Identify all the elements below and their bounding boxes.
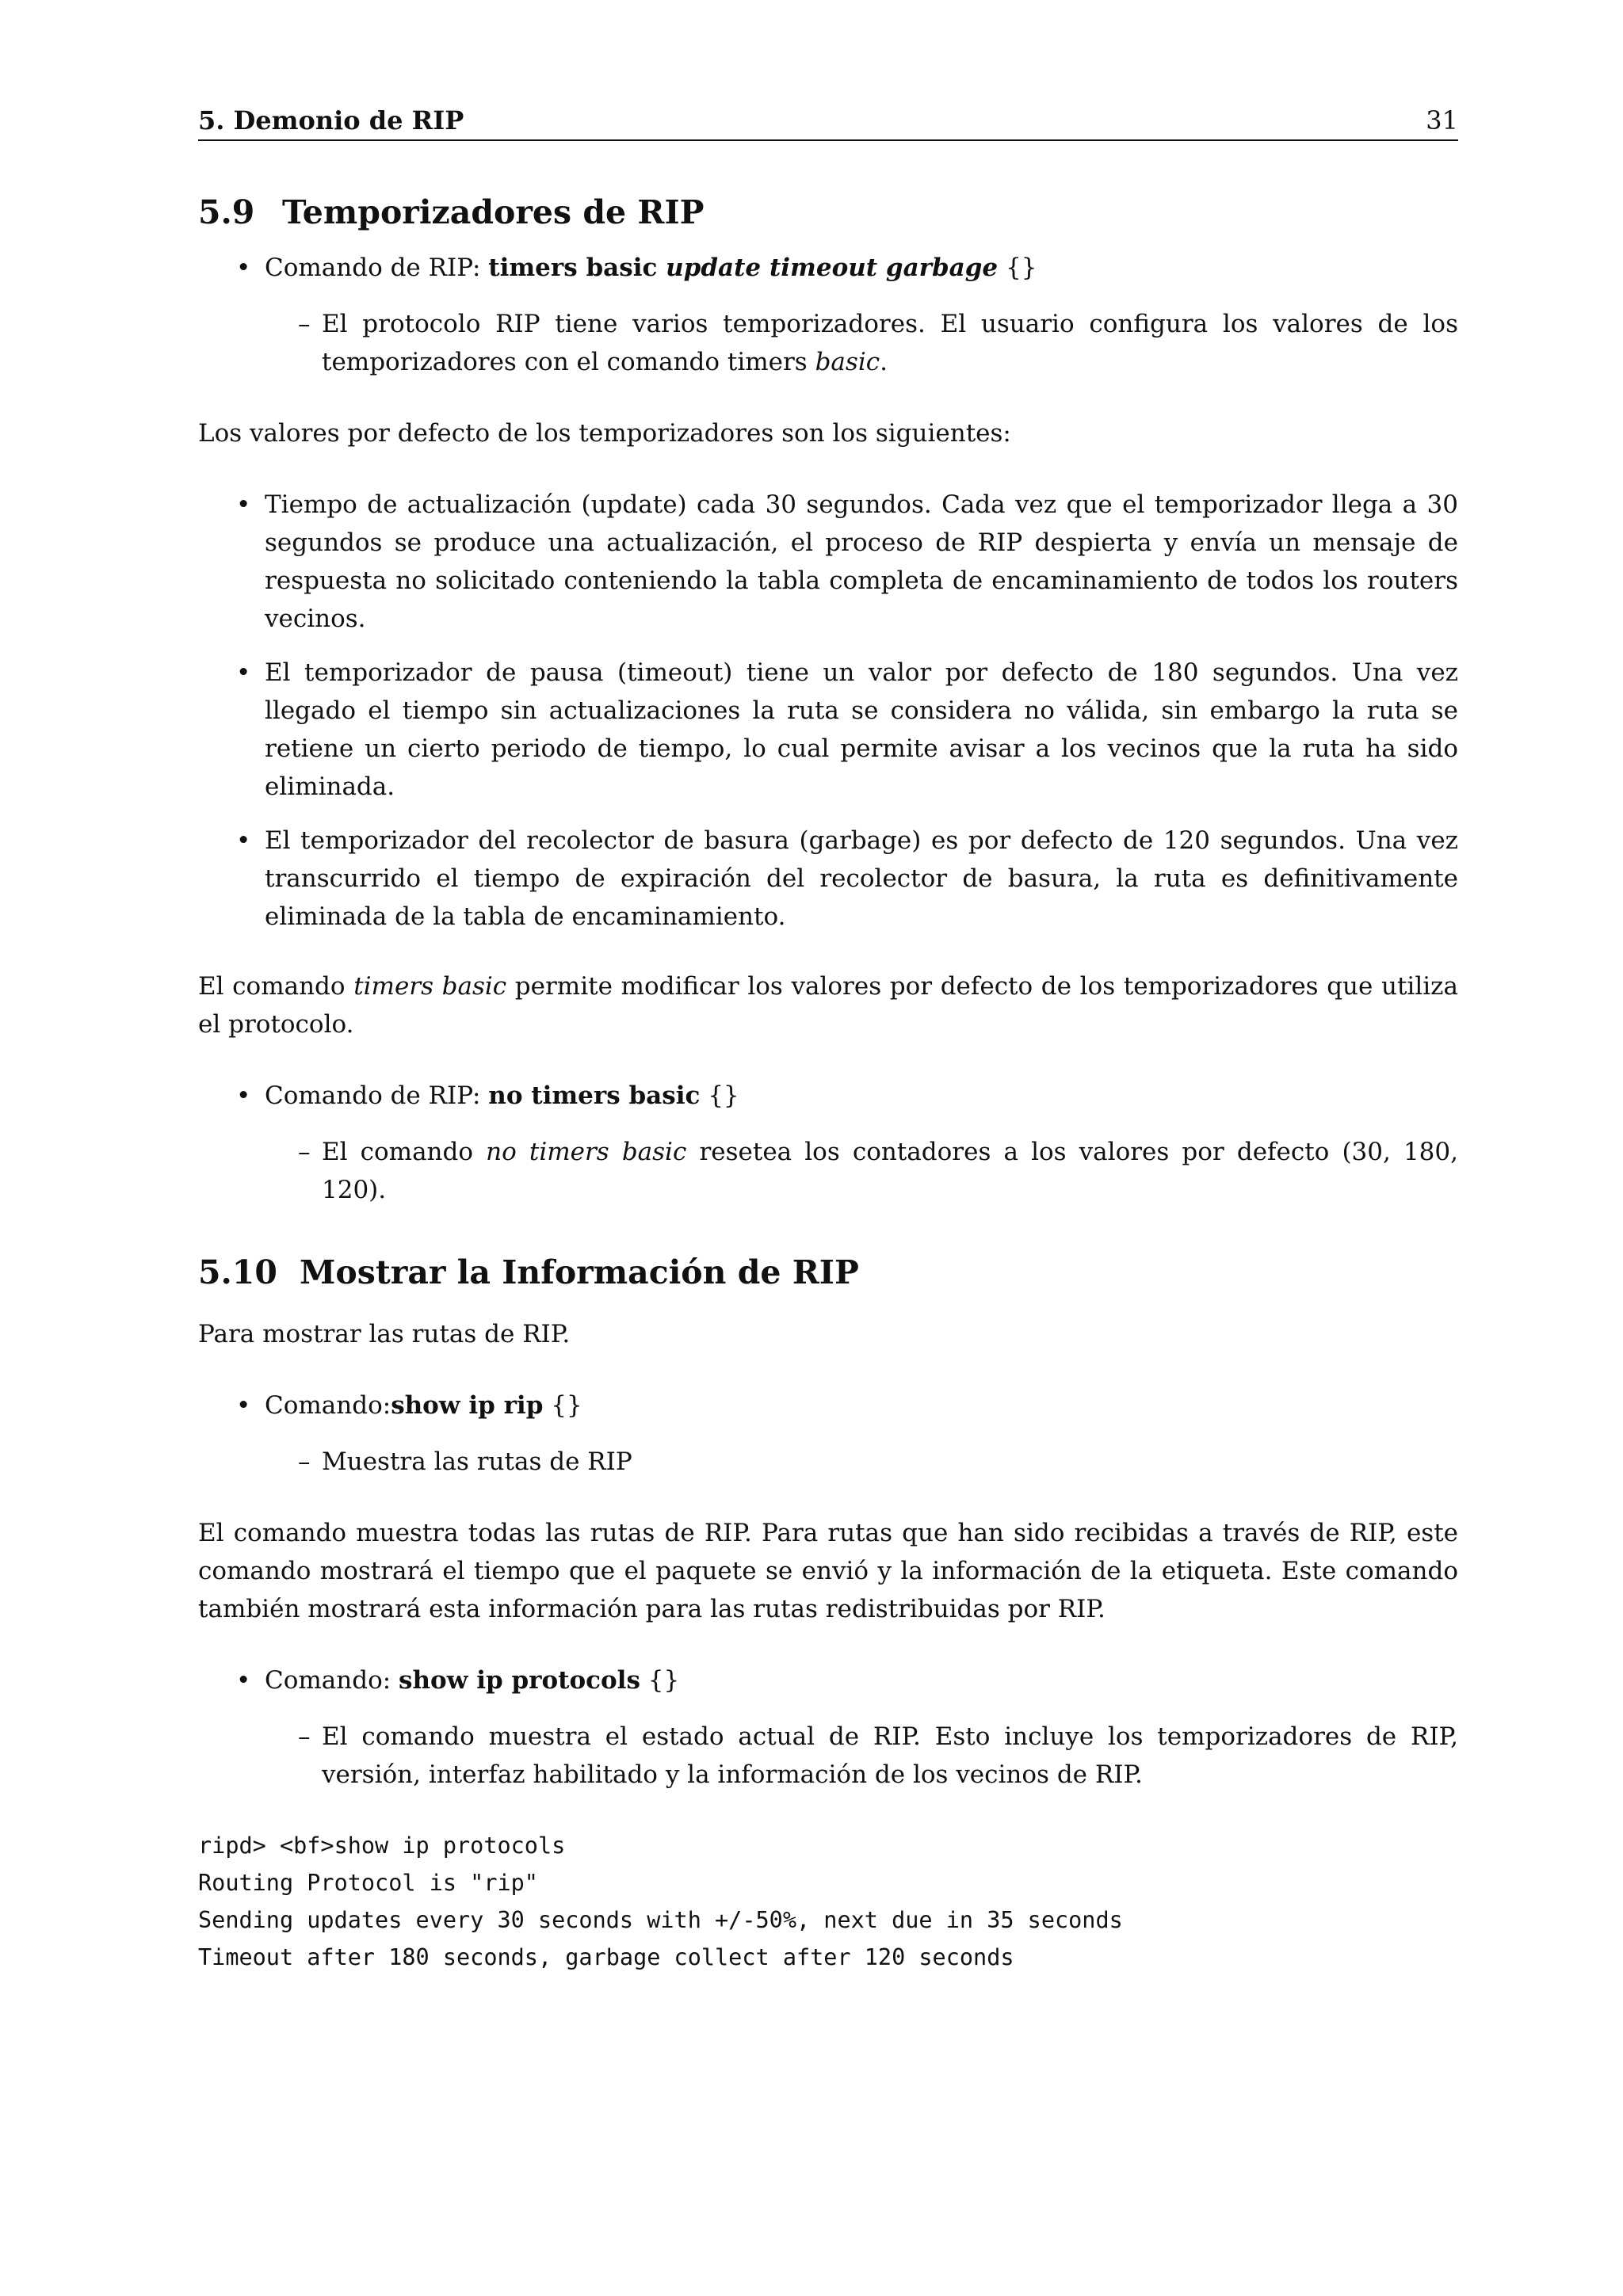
- description-list: [198, 1718, 1458, 1794]
- running-header: [198, 103, 1458, 141]
- code-line: ripd> <bf>show ip protocols: [198, 1833, 566, 1859]
- description-start: El comando: [322, 1138, 487, 1166]
- command-prefix: Comando de RIP:: [265, 1081, 489, 1110]
- timer-item-update: • Tiempo de actualización (update) cada 30 segundos. Cada vez que el temporizador llega a 30 segundos se produce una actualización, el proceso de RIP despierta y envía un mensaje de respuesta no solicitado conteniendo la tabla completa de encaminamiento de todos los routers vecinos.: [198, 486, 1458, 638]
- description-item: – El comando muestra el estado actual de RIP. Esto incluye los temporizadores de RIP, versión, interfaz habilitado y la información de los vecinos de RIP.: [265, 1718, 1458, 1794]
- command-item: [198, 249, 1458, 381]
- description-item: [265, 1133, 1458, 1209]
- page: [198, 103, 1458, 1976]
- description-end: resetea los contadores a los valores por defecto (30, 180, 120).: [322, 1138, 1458, 1204]
- description-list: [198, 1133, 1458, 1209]
- para-start: El comando: [198, 972, 354, 1001]
- description-item: – Muestra las rutas de RIP: [265, 1443, 1458, 1481]
- para-italic: timers basic: [353, 972, 507, 1001]
- para-end: permite modificar los valores por defecto de los temporizadores que utiliza el protocolo.: [198, 972, 1458, 1039]
- command-list-3: [198, 1386, 1458, 1481]
- section-number: 5.10: [198, 1253, 277, 1291]
- command-list-2: [198, 1077, 1458, 1209]
- description-text: El protocolo RIP tiene varios temporizadores. El usuario configura los valores de los temporizadores con el comando timers: [322, 310, 1458, 376]
- description-italic: basic: [815, 348, 880, 376]
- command-suffix: {}: [700, 1081, 739, 1110]
- paragraph-intro: Los valores por defecto de los temporizadores son los siguientes:: [198, 419, 1011, 448]
- command-args: update timeout garbage: [666, 254, 999, 282]
- code-line: Sending updates every 30 seconds with +/-50%, next due in 35 seconds: [198, 1907, 1123, 1933]
- command-item: [198, 1386, 1458, 1481]
- command-keyword: show ip protocols: [399, 1666, 640, 1695]
- page-number: 31: [1426, 105, 1458, 135]
- code-line: Routing Protocol is "rip": [198, 1870, 538, 1896]
- code-block: [198, 1827, 1458, 1976]
- description-end: .: [880, 348, 888, 376]
- section-heading-5-10: [198, 1250, 1458, 1295]
- command-suffix: {}: [543, 1391, 582, 1420]
- command-keyword: show ip rip: [391, 1391, 544, 1420]
- paragraph-show-ip-rip: El comando muestra todas las rutas de RIP. Para rutas que han sido recibidas a través de RIP, este comando mostrará el tiempo que el paquete se envió y la información de la etiqueta. Este comando también mostrará esta información para las rutas redistribuidas por RIP.: [198, 1519, 1458, 1623]
- paragraph-show-routes: Para mostrar las rutas de RIP.: [198, 1320, 571, 1348]
- code-line: Timeout after 180 seconds, garbage collect after 120 seconds: [198, 1944, 1014, 1970]
- section-heading-5-9: [198, 190, 1458, 235]
- command-suffix: {}: [640, 1666, 680, 1695]
- section-title: Mostrar la Información de RIP: [300, 1253, 859, 1291]
- chapter-title: 5. Demonio de RIP: [198, 105, 464, 135]
- timer-item-garbage: • El temporizador del recolector de basura (garbage) es por defecto de 120 segundos. Una vez transcurrido el tiempo de expiración del recolector de basura, la ruta es definitivamente eliminada de la tabla de encaminamiento.: [198, 822, 1458, 936]
- command-list-4: [198, 1661, 1458, 1794]
- description-italic: no timers basic: [486, 1138, 687, 1166]
- description-list: [198, 1443, 1458, 1481]
- description-item: [265, 305, 1458, 381]
- command-prefix: Comando:: [265, 1391, 391, 1420]
- command-list: [198, 249, 1458, 381]
- paragraph-timers-basic: [198, 967, 1458, 1043]
- command-item: [198, 1661, 1458, 1794]
- command-suffix: {}: [998, 254, 1037, 282]
- timer-item-timeout: • El temporizador de pausa (timeout) tiene un valor por defecto de 180 segundos. Una vez llegado el tiempo sin actualizaciones la ruta se considera no válida, sin embargo la ruta se retiene un cierto periodo de tiempo, lo cual permite avisar a los vecinos que la ruta ha sido eliminada.: [198, 654, 1458, 806]
- command-keyword: no timers basic: [488, 1081, 701, 1110]
- section-title: Temporizadores de RIP: [282, 193, 705, 231]
- section-number: 5.9: [198, 193, 255, 231]
- command-prefix: Comando:: [265, 1666, 399, 1695]
- description-list: [198, 305, 1458, 381]
- command-prefix: Comando de RIP:: [265, 254, 489, 282]
- timer-list: [198, 486, 1458, 936]
- command-item: [198, 1077, 1458, 1209]
- command-keyword: timers basic: [488, 254, 666, 282]
